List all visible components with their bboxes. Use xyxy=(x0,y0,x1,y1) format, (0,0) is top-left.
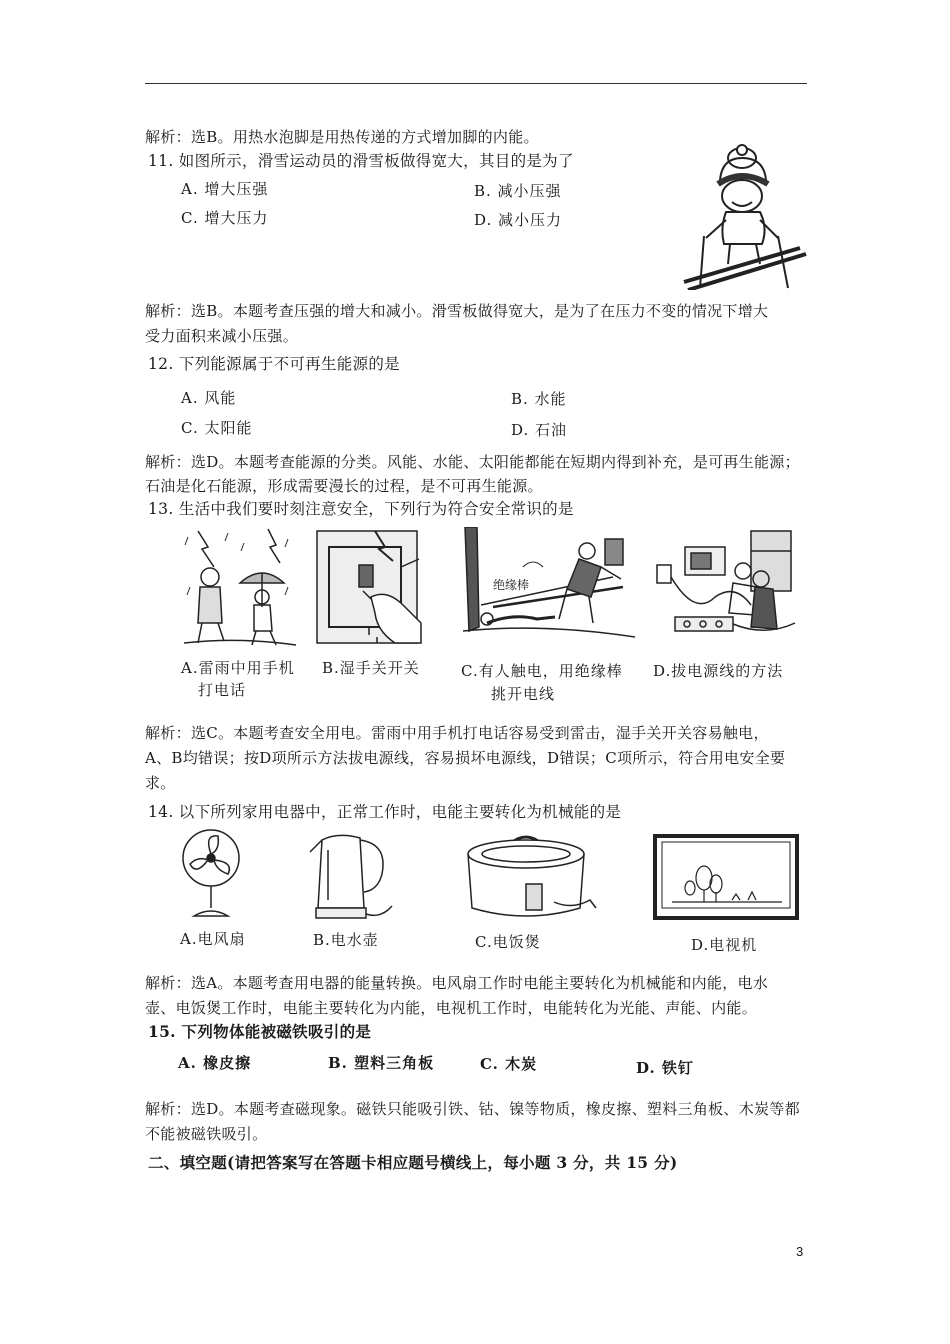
q13-caption-a-line1: A.雷雨中用手机 xyxy=(181,659,295,677)
q13-analysis-line1: 解析：选C。本题考查安全用电。雷雨中用手机打电话容易受到雷击，湿手关开关容易触电， xyxy=(145,724,769,742)
q11-option-d: D. 减小压力 xyxy=(474,211,563,229)
q12-option-a: A. 风能 xyxy=(181,389,237,407)
q13-caption-d: D.拔电源线的方法 xyxy=(653,662,784,680)
q12-option-c: C. 太阳能 xyxy=(181,419,253,437)
q15-option-d: D. 铁钉 xyxy=(636,1059,694,1077)
q15-option-c: C. 木炭 xyxy=(480,1055,538,1073)
skier-illustration xyxy=(680,140,810,290)
electric-kettle-picture xyxy=(308,830,394,922)
q13-analysis-line2: A、B均错误；按D项所示方法拔电源线，容易损坏电源线，D错误；C项所示，符合用电安全要 xyxy=(145,749,786,767)
q11-option-b: B. 减小压强 xyxy=(474,182,562,200)
q13-analysis-line3: 求。 xyxy=(145,774,176,792)
q11-analysis-line2: 受力面积来减小压强。 xyxy=(145,327,299,345)
q13-caption-a-line2: 打电话 xyxy=(198,681,247,699)
q11-option-c: C. 增大压力 xyxy=(181,209,269,227)
question-12-stem: 12. 下列能源属于不可再生能源的是 xyxy=(148,355,400,373)
page-number: 3 xyxy=(796,1244,804,1259)
q11-option-a: A. 增大压强 xyxy=(181,180,269,198)
q11-analysis-line1: 解析：选B。本题考查压强的增大和减小。滑雪板做得宽大，是为了在压力不变的情况下增大 xyxy=(145,302,769,320)
question-14-stem: 14. 以下所列家用电器中，正常工作时，电能主要转化为机械能的是 xyxy=(148,803,622,821)
section-2-heading: 二、填空题(请把答案写在答题卡相应题号横线上，每小题 3 分，共 15 分) xyxy=(148,1153,678,1172)
q14-caption-b: B.电水壶 xyxy=(313,931,379,949)
question-13-stem: 13. 生活中我们要时刻注意安全，下列行为符合安全常识的是 xyxy=(148,500,574,518)
question-15-stem: 15. 下列物体能被磁铁吸引的是 xyxy=(148,1022,372,1041)
q12-option-d: D. 石油 xyxy=(511,421,568,439)
insulating-rod-label: 绝缘棒 xyxy=(493,578,530,592)
q14-caption-c: C.电饭煲 xyxy=(475,933,541,951)
insulating-rod-picture xyxy=(463,527,635,647)
q15-analysis-line2: 不能被磁铁吸引。 xyxy=(145,1125,268,1143)
television-picture xyxy=(652,834,800,926)
q15-analysis-line1: 解析：选D。本题考查磁现象。磁铁只能吸引铁、钴、镍等物质，橡皮擦、塑料三角板、木炭等都 xyxy=(145,1100,800,1118)
q12-analysis-line1: 解析：选D。本题考查能源的分类。风能、水能、太阳能都能在短期内得到补充，是可再生能源； xyxy=(145,453,800,471)
q14-analysis-line1: 解析：选A。本题考查用电器的能量转换。电风扇工作时电能主要转化为机械能和内能，电水 xyxy=(145,974,769,992)
electric-fan-picture xyxy=(180,828,242,920)
q13-caption-b: B.湿手关开关 xyxy=(322,659,420,677)
q14-caption-a: A.电风扇 xyxy=(180,930,246,948)
thunderstorm-phone-picture xyxy=(184,527,296,647)
q14-analysis-line2: 壶、电饭煲工作时，电能主要转化为内能，电视机工作时，电能转化为光能、声能、内能。 xyxy=(145,999,758,1017)
q13-caption-c-line2: 挑开电线 xyxy=(491,685,556,703)
unplug-cord-picture xyxy=(655,527,800,647)
wet-hand-switch-picture xyxy=(315,527,427,647)
answer-10: 解析：选B。用热水泡脚是用热传递的方式增加脚的内能。 xyxy=(145,128,539,146)
q14-caption-d: D.电视机 xyxy=(691,936,758,954)
question-11-stem: 11. 如图所示，滑雪运动员的滑雪板做得宽大，其目的是为了 xyxy=(148,152,574,170)
rice-cooker-picture xyxy=(460,830,602,924)
q15-option-b: B. 塑料三角板 xyxy=(328,1054,435,1072)
q12-analysis-line2: 石油是化石能源，形成需要漫长的过程，是不可再生能源。 xyxy=(145,477,543,495)
header-rule xyxy=(145,83,807,84)
q13-caption-c-line1: C.有人触电，用绝缘棒 xyxy=(461,662,623,680)
q15-option-a: A. 橡皮擦 xyxy=(178,1054,252,1072)
q12-option-b: B. 水能 xyxy=(511,390,567,408)
